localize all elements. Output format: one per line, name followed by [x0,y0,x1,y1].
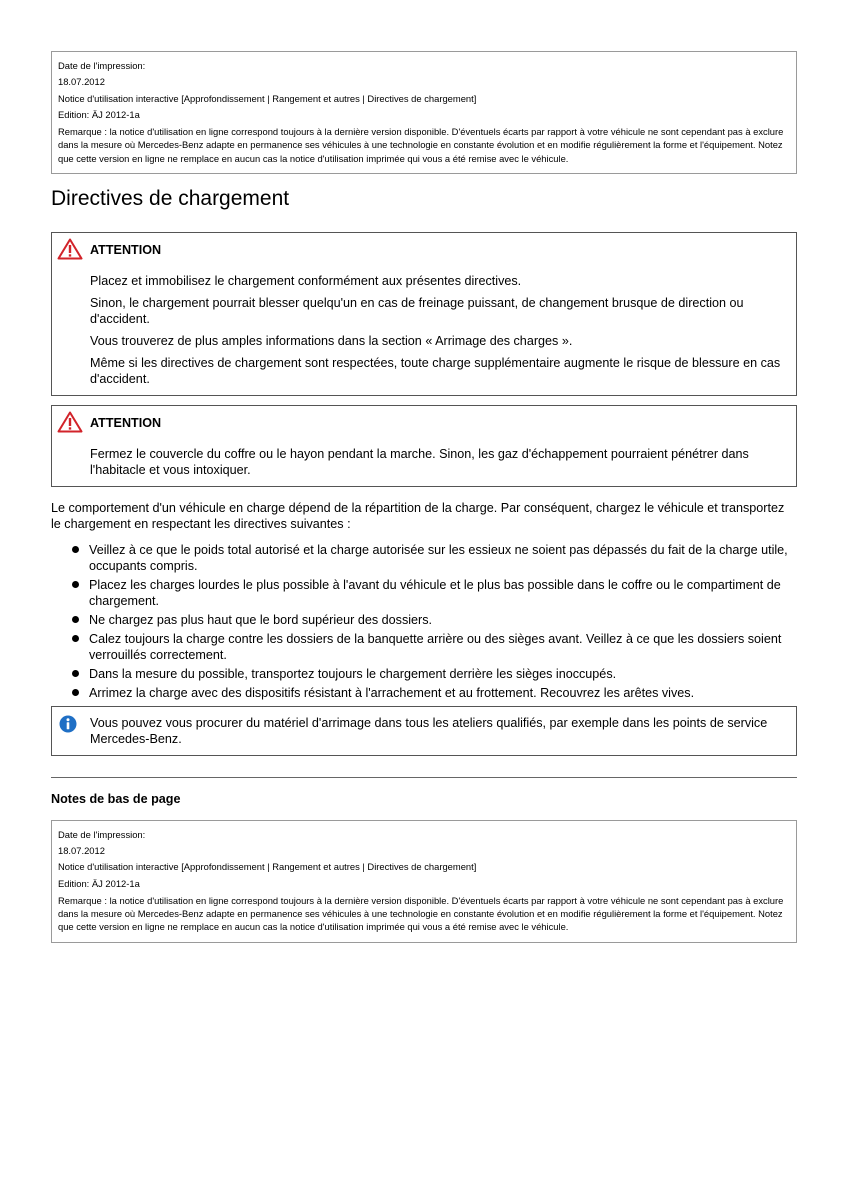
list-item-text: Calez toujours la charge contre les dossiers de la banquette arrière ou des sièges avant. Veillez à ce que les dossiers soient verrouillés correctement. [89,631,782,662]
rules-list [51,542,797,701]
page-title: Directives de chargement [51,186,290,210]
remark-text: Remarque : la notice d'utilisation en ligne correspond toujours à la dernière version disponible. D'éventuels écarts par rapport à votre véhicule ne sont cependant pas à exclure dans la mesure où Mercedes-Benz adapte en permanence ses véhicules à une technologie en constante évolution et en modifie régulièrement la forme et l'équipement. Notez que cette version en ligne ne remplace en aucun cas la notice d'utilisation imprimée qui vous a été remise avec le véhicule. [58,894,784,933]
bullet-icon [72,616,79,623]
print-info-box [51,51,797,174]
bullet-icon [72,670,79,677]
warning-text: Fermez le couvercle du coffre ou le hayon pendant la marche. Sinon, les gaz d'échappement pourraient pénétrer dans l'habitacle et vous intoxiquer. [90,446,749,477]
list-item [51,666,797,682]
warning-label: ATTENTION [90,242,162,257]
bullet-icon [72,689,79,696]
warning-box-2 [51,405,797,487]
edition: Edition: ÄJ 2012-1a [58,877,140,889]
print-date: 18.07.2012 [58,76,105,88]
document-path: Notice d'utilisation interactive [Approfondissement | Rangement et autres | Directives de chargement] [58,92,477,104]
warning-text: Placez et immobilisez le chargement conformément aux présentes directives. [90,273,522,288]
edition: Edition: ÄJ 2012-1a [58,108,140,120]
warning-label: ATTENTION [90,415,162,430]
list-item-text: Veillez à ce que le poids total autorisé et la charge autorisée sur les essieux ne soient pas dépassés du fait de la charge utile, occupants compris. [89,542,788,573]
list-item-text: Ne chargez pas plus haut que le bord supérieur des dossiers. [89,612,433,627]
list-item [51,577,797,609]
bullet-icon [72,581,79,588]
print-date-label: Date de l'impression: [58,828,146,840]
remark-text: Remarque : la notice d'utilisation en ligne correspond toujours à la dernière version disponible. D'éventuels écarts par rapport à votre véhicule ne sont cependant pas à exclure dans la mesure où Mercedes-Benz adapte en permanence ses véhicules à une technologie en constante évolution et en modifie régulièrement la forme et l'équipement. Notez que cette version en ligne ne remplace en aucun cas la notice d'utilisation imprimée qui vous a été remise avec le véhicule. [58,126,784,164]
document-path: Notice d'utilisation interactive [Approfondissement | Rangement et autres | Directives de chargement] [58,861,477,873]
list-item [51,685,797,701]
info-box [51,706,797,756]
warning-box-1 [51,232,797,396]
info-text: Vous pouvez vous procurer du matériel d'arrimage dans tous les ateliers qualifiés, par exemple dans les points de service Mercedes-Benz. [90,715,768,746]
warning-text: Même si les directives de chargement sont respectées, toute charge supplémentaire augmente le risque de blessure en cas d'accident. [90,355,781,386]
info-icon [59,715,77,733]
divider [51,777,797,778]
warning-triangle-icon [57,411,83,433]
list-item [51,612,797,628]
print-date: 18.07.2012 [58,845,105,857]
warning-triangle-icon [57,238,83,260]
intro-paragraph: Le comportement d'un véhicule en charge dépend de la répartition de la charge. Par conséquent, chargez le véhicule et transportez le chargement en respectant les directives suivantes : [51,500,785,531]
bullet-icon [72,546,79,553]
list-item-text: Dans la mesure du possible, transportez toujours le chargement derrière les sièges inoccupés. [89,666,617,681]
warning-text: Vous trouverez de plus amples informations dans la section « Arrimage des charges ». [90,333,573,348]
print-info-box-footer [51,820,797,943]
footnotes-heading: Notes de bas de page [51,791,181,806]
list-item [51,631,797,663]
list-item-text: Placez les charges lourdes le plus possible à l'avant du véhicule et le plus bas possible dans le coffre ou le compartiment de chargement. [89,577,781,608]
page [51,51,797,943]
bullet-icon [72,635,79,642]
list-item-text: Arrimez la charge avec des dispositifs résistant à l'arrachement et au frottement. Recouvrez les arêtes vives. [89,685,695,700]
print-date-label: Date de l'impression: [58,60,146,71]
warning-text: Sinon, le chargement pourrait blesser quelqu'un en cas de freinage puissant, de changement brusque de direction ou d'accident. [90,295,744,326]
list-item [51,542,797,574]
